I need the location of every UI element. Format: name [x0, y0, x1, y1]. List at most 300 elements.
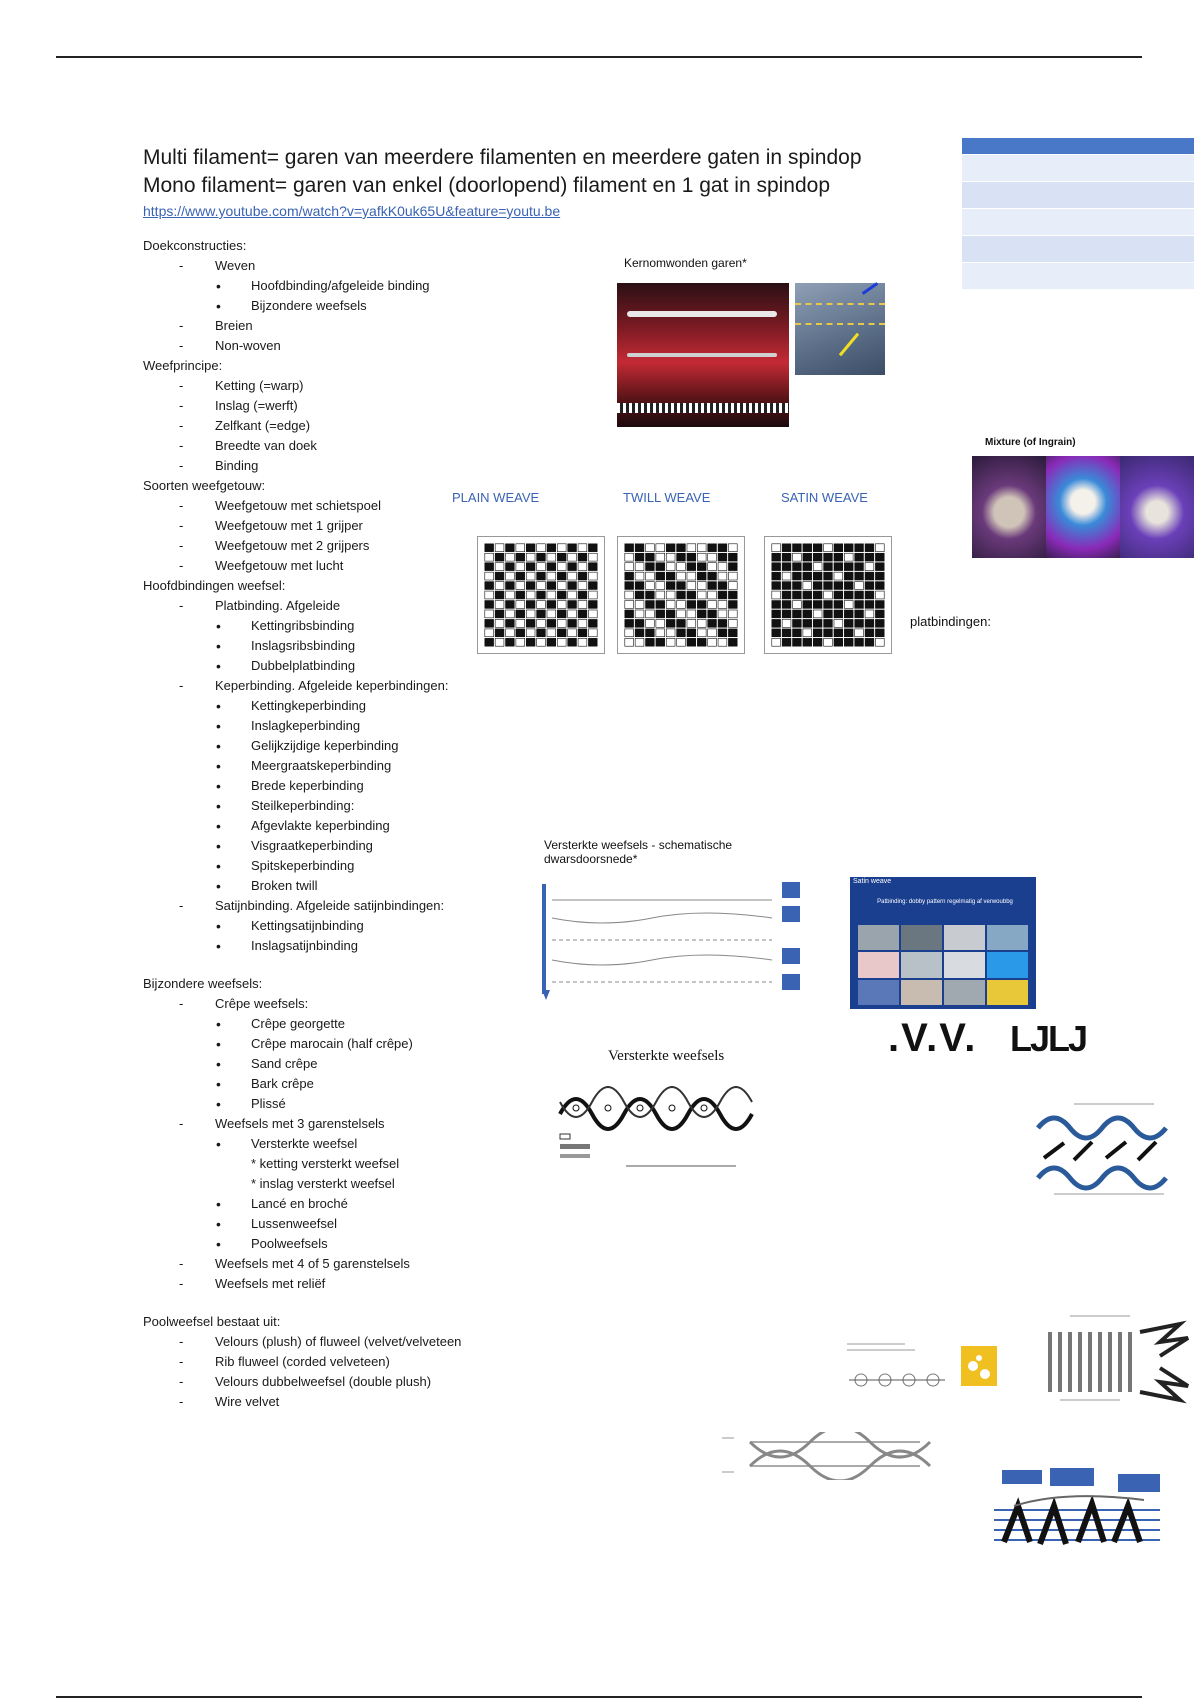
weave-cell — [677, 619, 686, 627]
weave-cell — [506, 582, 515, 590]
weave-cell — [708, 553, 717, 561]
weave-cell — [865, 582, 874, 590]
weave-cell — [516, 629, 525, 637]
weave-cell — [635, 601, 644, 609]
weave-cell — [803, 572, 812, 580]
weave-cell — [677, 563, 686, 571]
weave-cell — [547, 629, 556, 637]
weave-cell — [793, 619, 802, 627]
label-plain-weave: PLAIN WEAVE — [452, 490, 540, 505]
weave-cell — [506, 629, 515, 637]
weave-cell — [803, 601, 812, 609]
weave-cell — [588, 610, 597, 618]
weave-cell — [728, 638, 737, 646]
weave-cell — [547, 601, 556, 609]
plain-weave-diagram — [477, 536, 605, 654]
weave-cell — [824, 629, 833, 637]
weave-cell — [537, 591, 546, 599]
double-plush-diagram — [720, 1432, 936, 1480]
weave-cell — [728, 544, 737, 552]
weave-cell — [772, 563, 781, 571]
weave-cell — [526, 553, 535, 561]
weave-cell — [537, 629, 546, 637]
weave-cell — [834, 563, 843, 571]
weave-cell — [656, 601, 665, 609]
weave-cell — [855, 619, 864, 627]
weave-cell — [855, 563, 864, 571]
weave-cell — [568, 553, 577, 561]
weave-cell — [718, 601, 727, 609]
weave-cell — [813, 563, 822, 571]
weave-cell — [666, 619, 675, 627]
weave-cell — [793, 582, 802, 590]
weave-cell — [526, 572, 535, 580]
twill-weave-diagram — [617, 536, 745, 654]
outline-item: - Weefgetouw met 1 grijper — [143, 516, 523, 536]
weave-cell — [656, 591, 665, 599]
caption-mixture: Mixture (of Ingrain) — [985, 437, 1076, 448]
weave-cell — [625, 544, 634, 552]
weave-cell — [485, 563, 494, 571]
outline-item: • Broken twill — [143, 876, 523, 896]
weave-cell — [547, 610, 556, 618]
weave-cell — [506, 619, 515, 627]
weave-cell — [687, 610, 696, 618]
weave-cell — [824, 544, 833, 552]
weave-cell — [557, 591, 566, 599]
weave-cell — [697, 563, 706, 571]
weave-cell — [677, 638, 686, 646]
weave-cell — [813, 638, 822, 646]
weave-cell — [666, 629, 675, 637]
weave-cell — [697, 591, 706, 599]
outline-item: - Weefsels met reliëf — [143, 1274, 523, 1294]
bottom-rule — [56, 1696, 1142, 1698]
weave-cell — [708, 591, 717, 599]
outline-item: • Inslagsribsbinding — [143, 636, 523, 656]
outline-item: • Afgevlakte keperbinding — [143, 816, 523, 836]
weave-cell — [656, 629, 665, 637]
weave-cell — [728, 553, 737, 561]
weave-cell — [516, 619, 525, 627]
weave-cell — [677, 582, 686, 590]
weave-cell — [844, 582, 853, 590]
weave-cell — [537, 601, 546, 609]
weave-cell — [557, 638, 566, 646]
outline-item: • Plissé — [143, 1094, 523, 1114]
weave-cell — [588, 544, 597, 552]
weave-cell — [782, 619, 791, 627]
weave-cell — [568, 544, 577, 552]
outline-item: • Meergraatskeperbinding — [143, 756, 523, 776]
outline-item: - Weefgetouw met lucht — [143, 556, 523, 576]
weave-cell — [646, 563, 655, 571]
weave-cell — [865, 638, 874, 646]
weave-cell — [875, 563, 884, 571]
weave-cell — [578, 572, 587, 580]
weave-cell — [588, 553, 597, 561]
outline-spacer — [143, 956, 523, 974]
weave-cell — [578, 601, 587, 609]
weave-cell — [697, 629, 706, 637]
weave-cell — [782, 572, 791, 580]
weave-cell — [526, 591, 535, 599]
weave-cell — [646, 619, 655, 627]
weave-cell — [718, 610, 727, 618]
weave-cell — [803, 563, 812, 571]
mixture-yarn-photo — [972, 456, 1194, 558]
outline-item: - Weefgetouw met 2 grijpers — [143, 536, 523, 556]
outline-item: • Gelijkzijdige keperbinding — [143, 736, 523, 756]
weave-cell — [625, 619, 634, 627]
weave-cell — [687, 591, 696, 599]
weave-cell — [537, 582, 546, 590]
weave-cell — [865, 629, 874, 637]
outline-item: - Platbinding. Afgeleide — [143, 596, 523, 616]
outline-item: - Keperbinding. Afgeleide keperbindingen: — [143, 676, 523, 696]
weave-cell — [588, 591, 597, 599]
weave-cell — [557, 610, 566, 618]
weave-cell — [824, 582, 833, 590]
weave-cell — [516, 610, 525, 618]
weave-cell — [813, 544, 822, 552]
weave-cell — [568, 619, 577, 627]
weave-cell — [625, 572, 634, 580]
outline-item: - Weven — [143, 256, 523, 276]
weave-cell — [708, 638, 717, 646]
weave-cell — [844, 619, 853, 627]
outline-item: • Kettingsatijnbinding — [143, 916, 523, 936]
weave-cell — [506, 544, 515, 552]
weave-cell — [824, 572, 833, 580]
weave-cell — [526, 619, 535, 627]
weave-cell — [687, 601, 696, 609]
weave-cell — [834, 638, 843, 646]
weave-cell — [506, 610, 515, 618]
weave-cell — [875, 629, 884, 637]
outline-item: - Weefgetouw met schietspoel — [143, 496, 523, 516]
outline-item: • Inslagkeperbinding — [143, 716, 523, 736]
weave-cell — [485, 619, 494, 627]
weave-cell — [495, 601, 504, 609]
outline-item: • Hoofdbinding/afgeleide binding — [143, 276, 523, 296]
outline-heading: Bijzondere weefsels: — [143, 976, 263, 991]
weave-cell — [625, 610, 634, 618]
weave-cell — [578, 638, 587, 646]
weave-cell — [578, 610, 587, 618]
caption-kernomwonden: Kernomwonden garen* — [624, 256, 747, 270]
caption-versterkt-schema: Versterkte weefsels - schematische dwarsdoorsnede* — [544, 838, 733, 866]
weave-cell — [656, 582, 665, 590]
weave-cell — [537, 544, 546, 552]
weave-cell — [568, 591, 577, 599]
weave-cell — [875, 619, 884, 627]
weave-cell — [813, 629, 822, 637]
weave-cell — [803, 582, 812, 590]
weave-cell — [578, 629, 587, 637]
weave-cell — [793, 638, 802, 646]
weave-cell — [772, 553, 781, 561]
weave-cell — [875, 610, 884, 618]
weave-cell — [834, 544, 843, 552]
outline-item: - Rib fluweel (corded velveteen) — [143, 1352, 523, 1372]
satin-weave-panel — [850, 877, 1036, 1009]
weave-cell — [803, 553, 812, 561]
denim-stitch-photo — [795, 283, 885, 375]
weave-cell — [697, 601, 706, 609]
weave-cell — [687, 629, 696, 637]
weave-cell — [772, 601, 781, 609]
weave-cell — [656, 638, 665, 646]
weave-cell — [625, 563, 634, 571]
weave-cell — [718, 572, 727, 580]
weave-cell — [666, 544, 675, 552]
weave-cell — [516, 553, 525, 561]
weave-cell — [793, 544, 802, 552]
lj-symbol: LJLJ — [1010, 1018, 1087, 1059]
weave-cell — [813, 582, 822, 590]
outline-item: • Crêpe marocain (half crêpe) — [143, 1034, 523, 1054]
weave-cell — [803, 619, 812, 627]
weave-cell — [506, 572, 515, 580]
weave-cell — [875, 553, 884, 561]
outline-list — [143, 236, 523, 1412]
weave-cell — [687, 582, 696, 590]
weave-cell — [646, 553, 655, 561]
weave-cell — [772, 629, 781, 637]
weave-cell — [537, 572, 546, 580]
weave-cell — [855, 610, 864, 618]
weave-cell — [834, 572, 843, 580]
weave-cell — [635, 629, 644, 637]
weave-cell — [578, 544, 587, 552]
weave-cell — [834, 591, 843, 599]
weave-cell — [526, 582, 535, 590]
weave-cell — [793, 601, 802, 609]
weave-cell — [506, 591, 515, 599]
weave-cell — [677, 572, 686, 580]
outline-heading: Doekconstructies: — [143, 238, 247, 253]
weave-cell — [855, 629, 864, 637]
weave-cell — [526, 601, 535, 609]
outline-item: • Brede keperbinding — [143, 776, 523, 796]
weave-cell — [824, 638, 833, 646]
spinning-systems-table — [962, 138, 1194, 289]
weave-cell — [557, 572, 566, 580]
outline-heading: Hoofdbindingen weefsel: — [143, 578, 286, 593]
weave-cell — [772, 582, 781, 590]
weave-cell — [506, 553, 515, 561]
weave-cell — [782, 638, 791, 646]
weave-cell — [635, 591, 644, 599]
weave-cell — [646, 638, 655, 646]
weave-cell — [568, 610, 577, 618]
weave-cell — [718, 544, 727, 552]
weave-cell — [666, 610, 675, 618]
weave-cell — [824, 553, 833, 561]
weave-cell — [635, 544, 644, 552]
weave-cell — [708, 610, 717, 618]
weave-cell — [485, 582, 494, 590]
weave-cell — [855, 544, 864, 552]
heading-mono-filament: Mono filament= garen van enkel (doorlopend) filament en 1 gat in spindop — [143, 174, 831, 197]
weave-cell — [865, 619, 874, 627]
weave-cell — [588, 629, 597, 637]
outline-item: • Sand crêpe — [143, 1054, 523, 1074]
weave-cell — [485, 629, 494, 637]
weave-cell — [537, 610, 546, 618]
weave-cell — [697, 582, 706, 590]
weave-cell — [568, 563, 577, 571]
weave-cell — [526, 638, 535, 646]
weave-cell — [656, 572, 665, 580]
weave-cell — [865, 601, 874, 609]
weave-cell — [708, 619, 717, 627]
weave-cell — [547, 619, 556, 627]
weave-cell — [875, 591, 884, 599]
label-satin-weave: SATIN WEAVE — [781, 490, 868, 505]
outline-item: • Visgraatkeperbinding — [143, 836, 523, 856]
velvet-diagram — [845, 1340, 1015, 1392]
weave-cell — [666, 572, 675, 580]
weave-cell — [625, 553, 634, 561]
outline-item: • Spitskeperbinding — [143, 856, 523, 876]
outline-item: • Lancé en broché — [143, 1194, 523, 1214]
weave-cell — [824, 563, 833, 571]
weave-cell — [697, 572, 706, 580]
weave-cell — [516, 638, 525, 646]
weave-cell — [568, 601, 577, 609]
outline-item: - Satijnbinding. Afgeleide satijnbindingen: — [143, 896, 523, 916]
core-spun-yarn-photo — [617, 283, 789, 427]
weave-cell — [772, 572, 781, 580]
outline-item: • Dubbelplatbinding — [143, 656, 523, 676]
weave-cell — [625, 582, 634, 590]
weave-cell — [793, 610, 802, 618]
weave-cell — [537, 553, 546, 561]
weave-cell — [782, 553, 791, 561]
weave-cell — [728, 563, 737, 571]
outline-item: • Kettingribsbinding — [143, 616, 523, 636]
weave-cell — [772, 544, 781, 552]
weave-cell — [865, 544, 874, 552]
weave-cell — [728, 629, 737, 637]
weave-cell — [625, 601, 634, 609]
weave-cell — [635, 572, 644, 580]
weave-cell — [547, 582, 556, 590]
weave-cell — [666, 591, 675, 599]
weave-cell — [557, 553, 566, 561]
weave-cell — [646, 591, 655, 599]
weave-cell — [666, 601, 675, 609]
outline-item: - Breedte van doek — [143, 436, 523, 456]
weave-cell — [697, 638, 706, 646]
weave-cell — [526, 629, 535, 637]
weave-cell — [834, 582, 843, 590]
weave-cell — [697, 553, 706, 561]
weave-cell — [526, 610, 535, 618]
weave-cell — [568, 572, 577, 580]
weave-cell — [844, 553, 853, 561]
weave-cell — [855, 591, 864, 599]
weave-cell — [506, 638, 515, 646]
outline-item: • Crêpe georgette — [143, 1014, 523, 1034]
weave-cell — [666, 563, 675, 571]
weave-cell — [697, 610, 706, 618]
weave-cell — [677, 553, 686, 561]
weave-cell — [635, 582, 644, 590]
weave-cell — [803, 544, 812, 552]
weave-cell — [865, 563, 874, 571]
weave-cell — [824, 610, 833, 618]
weave-cell — [557, 582, 566, 590]
weave-cell — [855, 582, 864, 590]
weave-cell — [708, 572, 717, 580]
weave-cell — [578, 563, 587, 571]
weave-cell — [656, 563, 665, 571]
weave-cell — [588, 601, 597, 609]
weave-cell — [708, 563, 717, 571]
weave-cell — [708, 629, 717, 637]
top-rule — [56, 56, 1142, 58]
weave-cell — [834, 619, 843, 627]
weave-cell — [485, 591, 494, 599]
weave-cell — [844, 610, 853, 618]
weave-cell — [718, 582, 727, 590]
weave-cell — [666, 553, 675, 561]
weave-cell — [865, 572, 874, 580]
weave-cell — [855, 601, 864, 609]
weave-cell — [635, 638, 644, 646]
weave-cell — [824, 601, 833, 609]
outline-heading: Weefprincipe: — [143, 358, 223, 373]
weave-cell — [793, 591, 802, 599]
weave-cell — [875, 572, 884, 580]
weave-cell — [782, 582, 791, 590]
weave-cell — [728, 572, 737, 580]
caption-platbindingen: platbindingen: — [910, 614, 991, 629]
weave-cell — [834, 601, 843, 609]
weave-cell — [516, 572, 525, 580]
weave-cell — [718, 591, 727, 599]
youtube-link[interactable]: https://www.youtube.com/watch?v=yafkK0uk65U&feature=youtu.be — [143, 203, 561, 219]
weave-cell — [666, 582, 675, 590]
weave-cell — [516, 601, 525, 609]
weave-cell — [677, 601, 686, 609]
weave-cell — [568, 582, 577, 590]
weave-cell — [687, 544, 696, 552]
weave-cell — [588, 638, 597, 646]
outline-item: • Steilkeperbinding: — [143, 796, 523, 816]
outline-item: - Weefsels met 3 garenstelsels — [143, 1114, 523, 1134]
outline-item: - Wire velvet — [143, 1392, 523, 1412]
pluche-diagram — [1040, 1312, 1194, 1404]
weave-cell — [646, 629, 655, 637]
weave-cell — [687, 553, 696, 561]
outline-spacer — [143, 1294, 523, 1312]
weave-cell — [588, 572, 597, 580]
weave-cell — [537, 619, 546, 627]
weave-cell — [803, 610, 812, 618]
weave-cell — [557, 601, 566, 609]
weave-cell — [588, 582, 597, 590]
outline-item: - Crêpe weefsels: — [143, 994, 523, 1014]
weave-cell — [506, 601, 515, 609]
outline-item: • Versterkte weefsel — [143, 1134, 523, 1154]
weave-cell — [875, 638, 884, 646]
weave-cell — [578, 582, 587, 590]
weave-cell — [495, 619, 504, 627]
